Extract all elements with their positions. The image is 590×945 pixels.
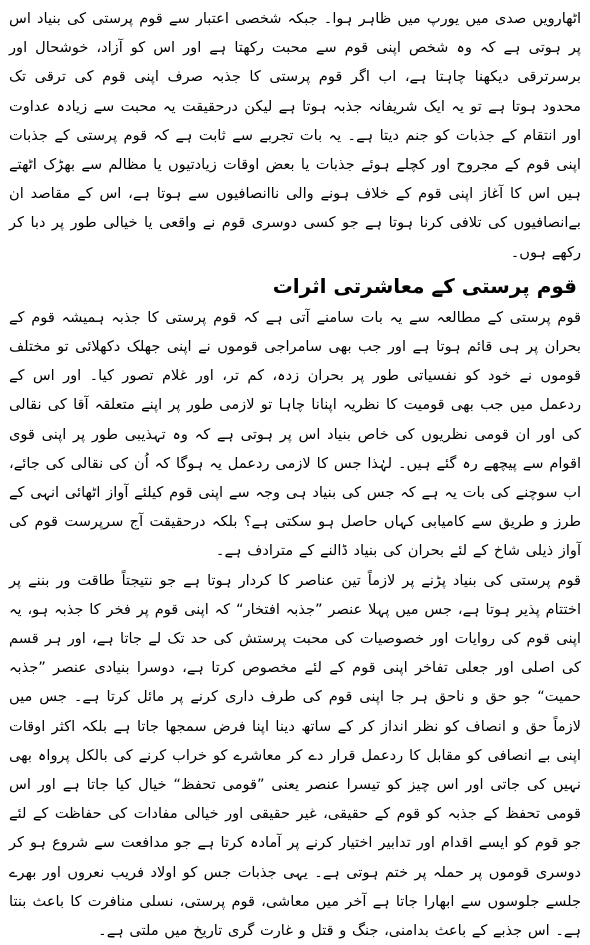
intro-paragraph: اٹھارویں صدی میں یورپ میں ظاہر ہوا۔ جبکہ شخصی اعتبار سے قوم پرستی کی بنیاد اس پر ہوتی ہے کہ وہ شخص اپنی قوم سے محبت رکھتا ہے اور اس کو آزاد، خوشحال اور برسرترقی دیکھنا چاہتا ہے، اب اگر قوم پرستی کا جذبہ صرف اپنی قوم کی ترقی تک محدود ہوتا ہے تو یہ ایک شریفانہ جذبہ ہوتا ہے لیکن درحقیقت یہ محبت سے زیادہ عداوت اور انتقام کے جذبات کو جنم دیتا ہے۔ یہ بات تجربے سے ثابت ہے کہ قوم پرستی کے جذبات اپنی قوم کے مجروح اور کچلے ہوئے جذبات یا بعض اوقات زیادتیوں یا مظالم سے بھڑک اٹھتے ہیں اس کا آغاز اپنی قوم کے خلاف ہونے والی ناانصافیوں سے ہوتا ہے، اس کے مقاصد ان بےانصافیوں کی تلافی کرنا ہوتا ہے جو کسی دوسری قوم نے واقعی یا خیالی طور پر دبا کر رکھے ہوں۔ (9, 10, 581, 261)
body-paragraph-1: قوم پرستی کے مطالعہ سے یہ بات سامنے آتی ہے کہ قوم پرستی کا جذبہ ہمیشہ قوم کے بحران پر ہی قائم ہوتا ہے اور جب بھی سامراجی قوموں نے اپنی جھلک دکھلائی تو مختلف قوموں نے خود کو نفسیاتی طور پر بحران زدہ، کم تر، اور غلام تصور کیا۔ اور اس کے ردعمل میں جب بھی قومیت کا نظریہ اپنانا چاہا تو لازمی طور پر اپنے متعلقہ آقا کی نقالی کی اور ان قومی نظریوں کی خاص بنیاد اس پر ہوتی ہے کہ وہ تہذیبی طور پر اپنی قوی اقوام سے پیچھے رہ گئے ہیں۔ لہٰذا جس کا لازمی ردعمل یہ ہوگا کہ اُن کی نقالی کی جائے، اب سوچنے کی بات یہ ہے کہ جس کی بنیاد ہی وجہ سے اپنی قوم کیلئے آواز اٹھائی انہی کے طرز و طریق سے کامیابی کہاں حاصل ہو سکتی ہے؟ بلکہ درحقیقت آج سرپرست قوم کی آواز ذیلی شاخ کے لئے بحران کی بنیاد ڈالنے کے مترادف ہے۔ (9, 308, 581, 560)
section-heading: قوم پرستی کے معاشرتی اثرات (272, 273, 577, 298)
body-paragraph-2: قوم پرستی کی بنیاد پڑنے پر لازماً تین عناصر کا کردار ہوتا ہے جو نتیجتاً طاقت ور بننے پر اختتام پذیر ہوتا ہے، جس میں پہلا عنصر ”جذبہ افتخار“ کہ اپنی قوم پر فخر کا جذبہ ہو، یہ اپنی قوم کی روایات اور خصوصیات کی محبت پرستش کی حد تک لے جاتا ہے، اور ہر قسم کی اصلی اور جعلی تفاخر اپنی قوم کے لئے مخصوص کرتا ہے، دوسرا بنیادی عنصر ”جذبہ حمیت“ جو حق و ناحق ہر جا اپنی قوم کی طرف داری کرنے پر مائل کرتا ہے۔ جس میں لازماً حق و انصاف کو نظر انداز کر کے ساتھ دینا اپنا فرض سمجھا جاتا ہے بلکہ اکثر اوقات اپنی بے انصافی کو مقابل کا ردعمل قرار دے کر معاشرے کو خراب کرنے کی بالکل پرواہ بھی نہیں کی جاتی اور اس چیز کو تیسرا عنصر یعنی ”قومی تحفظ“ خیال کیا جاتا ہے اور اس قومی تحفظ کے جذبہ کو قوم کے حقیقی، غیر حقیقی اور خیالی مفادات کی حفاظت کے لئے جو قوم کو ایسے اقدام اور تدابیر اختیار کرنے پر آمادہ کرتا ہے جو مدافعت سے شروع ہو کر دوسری قوموں پر حملہ پر ختم ہوتی ہے۔ یہی جذبات جس کو اولاد فریب نعروں اور بھرے جلسے جلوسوں سے ابھارا جاتا ہے آخر میں معاشی، قوم پرستی، نسلی منافرت کا باعث بنتا ہے۔ اس جذبے کے باعث بدامنی، جنگ و قتل و غارت گری تاریخ میں ملتی ہے۔ (9, 571, 581, 940)
